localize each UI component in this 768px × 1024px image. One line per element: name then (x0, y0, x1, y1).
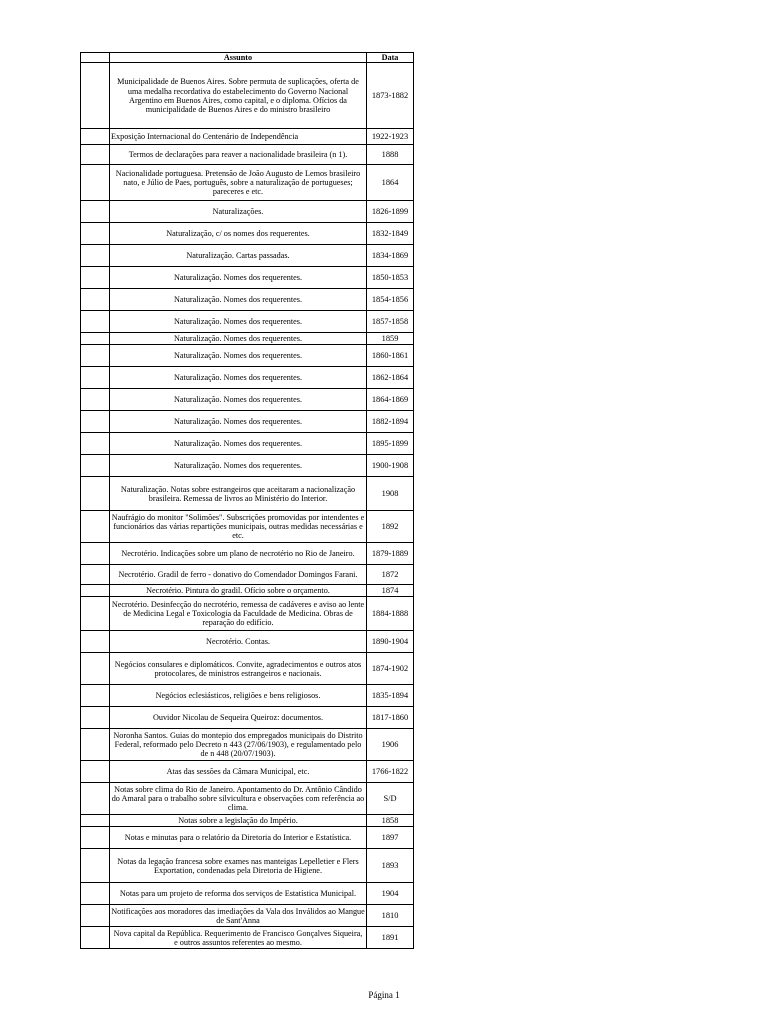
row-subject: Termos de declarações para reaver a nacionalidade brasileira (n 1). (110, 145, 367, 165)
row-date: S/D (367, 783, 414, 815)
row-blank-cell (81, 905, 110, 927)
table-body (81, 63, 414, 949)
table-row (81, 129, 414, 145)
row-blank-cell (81, 543, 110, 565)
row-date: 1872 (367, 565, 414, 585)
row-subject: Notas sobre a legislação do Império. (110, 815, 367, 827)
row-date: 1904 (367, 883, 414, 905)
row-date: 1859 (367, 333, 414, 345)
row-blank-cell (81, 245, 110, 267)
row-date: 1835-1894 (367, 685, 414, 707)
row-blank-cell (81, 783, 110, 815)
row-date: 1817-1860 (367, 707, 414, 729)
row-date: 1888 (367, 145, 414, 165)
row-subject: Notas para um projeto de reforma dos serviços de Estatística Municipal. (110, 883, 367, 905)
table-row (81, 905, 414, 927)
table-row (81, 597, 414, 631)
row-subject: Naturalização. Cartas passadas. (110, 245, 367, 267)
row-date: 1922-1923 (367, 129, 414, 145)
row-subject: Necrotério. Indicações sobre um plano de necrotério no Rio de Janeiro. (110, 543, 367, 565)
table-row (81, 389, 414, 411)
row-blank-cell (81, 267, 110, 289)
data-table (80, 52, 414, 949)
row-subject: Naturalização. Nomes dos requerentes. (110, 367, 367, 389)
row-date: 1873-1882 (367, 63, 414, 129)
table-row (81, 543, 414, 565)
row-date: 1906 (367, 729, 414, 761)
row-date: 1857-1858 (367, 311, 414, 333)
row-subject: Notas e minutas para o relatório da Diretoria do Interior e Estatística. (110, 827, 367, 849)
table-row (81, 333, 414, 345)
row-date: 1882-1894 (367, 411, 414, 433)
table-row (81, 761, 414, 783)
row-date: 1864-1869 (367, 389, 414, 411)
row-date: 1884-1888 (367, 597, 414, 631)
table-row (81, 433, 414, 455)
row-date: 1900-1908 (367, 455, 414, 477)
table-row (81, 783, 414, 815)
row-blank-cell (81, 129, 110, 145)
row-blank-cell (81, 165, 110, 201)
row-subject: Naturalização. Nomes dos requerentes. (110, 345, 367, 367)
table-row (81, 311, 414, 333)
row-subject: Naturalização. Nomes dos requerentes. (110, 455, 367, 477)
row-date: 1891 (367, 927, 414, 949)
row-date: 1826-1899 (367, 201, 414, 223)
row-subject: Ouvidor Nicolau de Sequeira Queiroz: documentos. (110, 707, 367, 729)
row-blank-cell (81, 883, 110, 905)
row-blank-cell (81, 311, 110, 333)
row-blank-cell (81, 433, 110, 455)
row-subject: Necrotério. Contas. (110, 631, 367, 653)
row-subject: Exposição Internacional do Centenário de Independência (110, 129, 367, 145)
table-row (81, 245, 414, 267)
row-blank-cell (81, 345, 110, 367)
table-row (81, 827, 414, 849)
row-subject: Necrotério. Pintura do gradil. Ofício sobre o orçamento. (110, 585, 367, 597)
row-date: 1854-1856 (367, 289, 414, 311)
row-blank-cell (81, 367, 110, 389)
header-row (81, 53, 414, 63)
table-row (81, 165, 414, 201)
table-row (81, 883, 414, 905)
row-date: 1810 (367, 905, 414, 927)
row-subject: Negócios consulares e diplomáticos. Convite, agradecimentos e outros atos protocolares, de ministros estrangeiros e nacionais. (110, 653, 367, 685)
row-subject: Naturalização. Nomes dos requerentes. (110, 389, 367, 411)
row-blank-cell (81, 333, 110, 345)
table-row (81, 411, 414, 433)
table-row (81, 653, 414, 685)
row-blank-cell (81, 761, 110, 783)
header-subject: Assunto (110, 53, 367, 63)
row-blank-cell (81, 631, 110, 653)
row-blank-cell (81, 815, 110, 827)
page-number: Página 1 (368, 990, 400, 1000)
row-subject: Naufrágio do monitor "Solimões". Subscrições promovidas por intendentes e funcionários das várias repartições municipais, outras medidas necessárias e etc. (110, 511, 367, 543)
row-date: 1850-1853 (367, 267, 414, 289)
table-row (81, 927, 414, 949)
row-subject: Naturalização. Nomes dos requerentes. (110, 433, 367, 455)
row-blank-cell (81, 511, 110, 543)
row-subject: Naturalizações. (110, 201, 367, 223)
table-row (81, 367, 414, 389)
row-date: 1895-1899 (367, 433, 414, 455)
row-blank-cell (81, 653, 110, 685)
table-row (81, 511, 414, 543)
table-row (81, 63, 414, 129)
row-subject: Nacionalidade portuguesa. Pretensão de João Augusto de Lemos brasileiro nato, e Júlio de Paes, português, sobre a naturalização de portugueses; pareceres e etc. (110, 165, 367, 201)
table-row (81, 729, 414, 761)
row-date: 1860-1861 (367, 345, 414, 367)
table-row (81, 565, 414, 585)
table-row (81, 815, 414, 827)
row-blank-cell (81, 389, 110, 411)
table-row (81, 631, 414, 653)
row-subject: Naturalização. Nomes dos requerentes. (110, 289, 367, 311)
table-row (81, 201, 414, 223)
row-blank-cell (81, 289, 110, 311)
row-blank-cell (81, 565, 110, 585)
row-blank-cell (81, 685, 110, 707)
row-date: 1879-1889 (367, 543, 414, 565)
row-blank-cell (81, 477, 110, 511)
table-row (81, 849, 414, 883)
row-blank-cell (81, 145, 110, 165)
row-blank-cell (81, 63, 110, 129)
table-row (81, 585, 414, 597)
row-date: 1832-1849 (367, 223, 414, 245)
row-subject: Necrotério. Gradil de ferro - donativo do Comendador Domingos Farani. (110, 565, 367, 585)
row-blank-cell (81, 927, 110, 949)
row-subject: Atas das sessões da Câmara Municipal, etc. (110, 761, 367, 783)
row-subject: Naturalização. Nomes dos requerentes. (110, 333, 367, 345)
table-row (81, 289, 414, 311)
row-date: 1874-1902 (367, 653, 414, 685)
row-blank-cell (81, 597, 110, 631)
row-subject: Noronha Santos. Guias do montepio dos empregados municipais do Distrito Federal, reformado pelo Decreto n 443 (27/06/1903), e regulamentado pelo de n 448 (20/07/1903). (110, 729, 367, 761)
row-blank-cell (81, 849, 110, 883)
row-subject: Notas sobre clima do Rio de Janeiro. Apontamento do Dr. Antônio Cândido do Amaral para o trabalho sobre silvicultura e observações com referência ao clima. (110, 783, 367, 815)
row-date: 1892 (367, 511, 414, 543)
row-date: 1858 (367, 815, 414, 827)
table-row (81, 477, 414, 511)
table-row (81, 707, 414, 729)
row-date: 1834-1869 (367, 245, 414, 267)
table-row (81, 223, 414, 245)
table-row (81, 267, 414, 289)
row-date: 1890-1904 (367, 631, 414, 653)
row-date: 1864 (367, 165, 414, 201)
row-date: 1897 (367, 827, 414, 849)
table-row (81, 145, 414, 165)
row-subject: Necrotério. Desinfecção do necrotério, remessa de cadáveres e aviso ao lente de Medicina Legal e Toxicologia da Faculdade de Medicina. Obras de reparação do edifício. (110, 597, 367, 631)
row-subject: Naturalização. Notas sobre estrangeiros que aceitaram a nacionalização brasileira. Remessa de livros ao Ministério do Interior. (110, 477, 367, 511)
row-blank-cell (81, 223, 110, 245)
header-date: Data (367, 53, 414, 63)
header-blank-cell (81, 53, 110, 63)
row-blank-cell (81, 201, 110, 223)
row-subject: Naturalização, c/ os nomes dos requerentes. (110, 223, 367, 245)
row-subject: Naturalização. Nomes dos requerentes. (110, 311, 367, 333)
table-row (81, 685, 414, 707)
row-date: 1862-1864 (367, 367, 414, 389)
table-row (81, 455, 414, 477)
row-subject: Naturalização. Nomes dos requerentes. (110, 411, 367, 433)
row-blank-cell (81, 729, 110, 761)
row-subject: Notificações aos moradores das imediações da Vala dos Inválidos ao Mangue de Sant'Anna (111, 906, 365, 925)
row-subject: Negócios eclesiásticos, religiões e bens religiosos. (110, 685, 367, 707)
row-subject: Notas da legação francesa sobre exames nas manteigas Lepelletier e Flers Exportation, condenadas pela Diretoria de Higiene. (110, 849, 367, 883)
row-subject: Municipalidade de Buenos Aires. Sobre permuta de suplicações, oferta de uma medalha recordativa do estabelecimento do Governo Nacional Argentino em Buenos Aires, como capital, e o diploma. Ofícios da municipalidade de Buenos Aires e do ministro brasileiro (110, 63, 367, 129)
row-subject: Naturalização. Nomes dos requerentes. (110, 267, 367, 289)
row-date: 1908 (367, 477, 414, 511)
row-blank-cell (81, 411, 110, 433)
row-date: 1874 (367, 585, 414, 597)
row-blank-cell (81, 707, 110, 729)
table-row (81, 345, 414, 367)
row-date: 1893 (367, 849, 414, 883)
row-subject: Nova capital da República. Requerimento de Francisco Gonçalves Siqueira, e outros assuntos referentes ao mesmo. (110, 927, 367, 949)
row-blank-cell (81, 585, 110, 597)
row-blank-cell (81, 455, 110, 477)
row-date: 1766-1822 (367, 761, 414, 783)
row-blank-cell (81, 827, 110, 849)
